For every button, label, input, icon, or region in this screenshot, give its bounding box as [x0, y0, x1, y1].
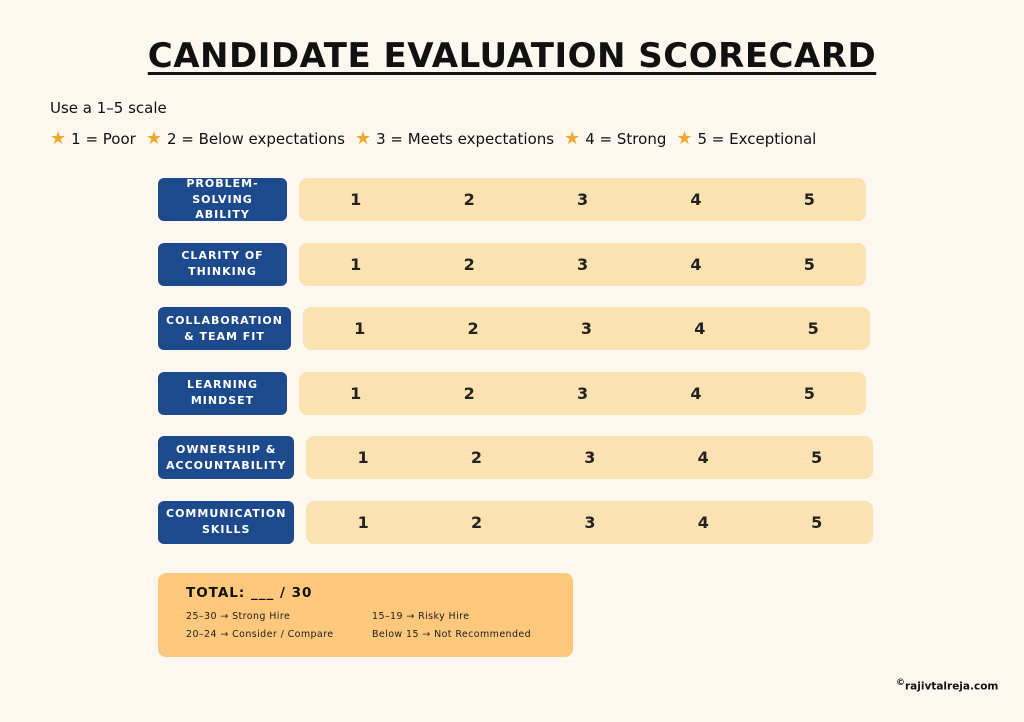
- criteria-rows: [158, 178, 866, 565]
- score-option-2[interactable]: 2: [467, 319, 479, 338]
- score-option-2[interactable]: 2: [463, 383, 475, 403]
- band-label: 25–30 → Strong Hire: [186, 611, 291, 622]
- score-option-4[interactable]: 4: [690, 383, 702, 403]
- score-option-4[interactable]: 4: [697, 448, 709, 467]
- criterion-row: [158, 178, 866, 221]
- site-credit: [896, 678, 998, 693]
- criterion-label: LEARNING MINDSET: [158, 372, 287, 415]
- score-option-3[interactable]: 3: [576, 190, 589, 209]
- score-option-2[interactable]: 2: [470, 512, 483, 532]
- legend-label: 2 = Below expectations: [166, 130, 345, 148]
- copyright-icon: ©: [896, 678, 905, 688]
- criterion-label: COLLABORATION & TEAM FIT: [158, 307, 291, 350]
- hiring-bands: [186, 611, 545, 640]
- criterion-label: PROBLEM-SOLVING ABILITY: [158, 178, 287, 221]
- legend-item: [355, 130, 554, 148]
- total-panel: [158, 573, 573, 657]
- score-option-3[interactable]: 3: [576, 383, 589, 403]
- score-option-4[interactable]: 4: [697, 512, 709, 532]
- legend-item: [564, 130, 666, 148]
- score-option-3[interactable]: 3: [580, 319, 593, 338]
- star-icon: ★: [145, 128, 162, 149]
- criterion-row: [158, 243, 866, 286]
- band-label: 20–24 → Consider / Compare: [186, 629, 334, 640]
- score-option-5[interactable]: 5: [807, 319, 819, 338]
- page-title: CANDIDATE EVALUATION SCORECARD: [147, 36, 877, 76]
- score-option-2[interactable]: 2: [463, 190, 475, 209]
- star-icon: ★: [676, 128, 693, 149]
- score-option-1[interactable]: 1: [354, 319, 366, 338]
- score-options: [306, 501, 873, 544]
- score-option-3[interactable]: 3: [584, 512, 596, 532]
- score-option-1[interactable]: 1: [350, 383, 362, 403]
- star-icon: ★: [354, 128, 372, 149]
- score-option-2[interactable]: 2: [463, 254, 475, 274]
- score-option-5[interactable]: 5: [803, 190, 815, 209]
- credit-text: rajivtalreja.com: [905, 680, 999, 693]
- score-options: [299, 243, 866, 286]
- score-option-4[interactable]: 4: [694, 319, 706, 338]
- score-option-1[interactable]: 1: [357, 512, 369, 532]
- score-option-3[interactable]: 3: [584, 448, 596, 467]
- score-option-1[interactable]: 1: [350, 254, 362, 274]
- score-option-2[interactable]: 2: [470, 448, 483, 467]
- score-options: [303, 307, 870, 350]
- legend-label: 4 = Strong: [585, 130, 667, 148]
- legend-item: [50, 130, 136, 148]
- score-options: [299, 178, 866, 221]
- score-options: [306, 436, 873, 479]
- score-option-1[interactable]: 1: [350, 190, 362, 209]
- criterion-row: [158, 372, 866, 415]
- legend-label: 5 = Exceptional: [697, 130, 817, 148]
- band-label: Below 15 → Not Recommended: [372, 629, 532, 640]
- score-option-5[interactable]: 5: [811, 512, 823, 532]
- criterion-row: [158, 436, 866, 479]
- score-option-3[interactable]: 3: [576, 254, 589, 274]
- criterion-label: OWNERSHIP & ACCOUNTABILITY: [158, 436, 294, 479]
- criterion-row: [158, 501, 866, 544]
- score-options: [299, 372, 866, 415]
- star-icon: ★: [50, 128, 67, 149]
- legend-label: 1 = Poor: [71, 130, 136, 148]
- score-option-4[interactable]: 4: [690, 190, 702, 209]
- score-option-5[interactable]: 5: [811, 448, 823, 467]
- score-option-5[interactable]: 5: [803, 383, 815, 403]
- score-option-5[interactable]: 5: [803, 254, 815, 274]
- total-label: TOTAL: ___ / 30: [186, 585, 313, 601]
- criterion-label: CLARITY OF THINKING: [158, 243, 287, 286]
- criterion-label: COMMUNICATION SKILLS: [158, 501, 294, 544]
- criterion-row: [158, 307, 866, 350]
- band-label: 15–19 → Risky Hire: [372, 611, 470, 622]
- score-option-1[interactable]: 1: [357, 448, 369, 467]
- scale-instruction: Use a 1–5 scale: [50, 99, 167, 117]
- legend-item: [146, 130, 345, 148]
- score-option-4[interactable]: 4: [690, 254, 702, 274]
- legend-item: [676, 130, 816, 148]
- rating-legend: [50, 130, 816, 148]
- star-icon: ★: [564, 128, 581, 149]
- legend-label: 3 = Meets expectations: [376, 130, 555, 148]
